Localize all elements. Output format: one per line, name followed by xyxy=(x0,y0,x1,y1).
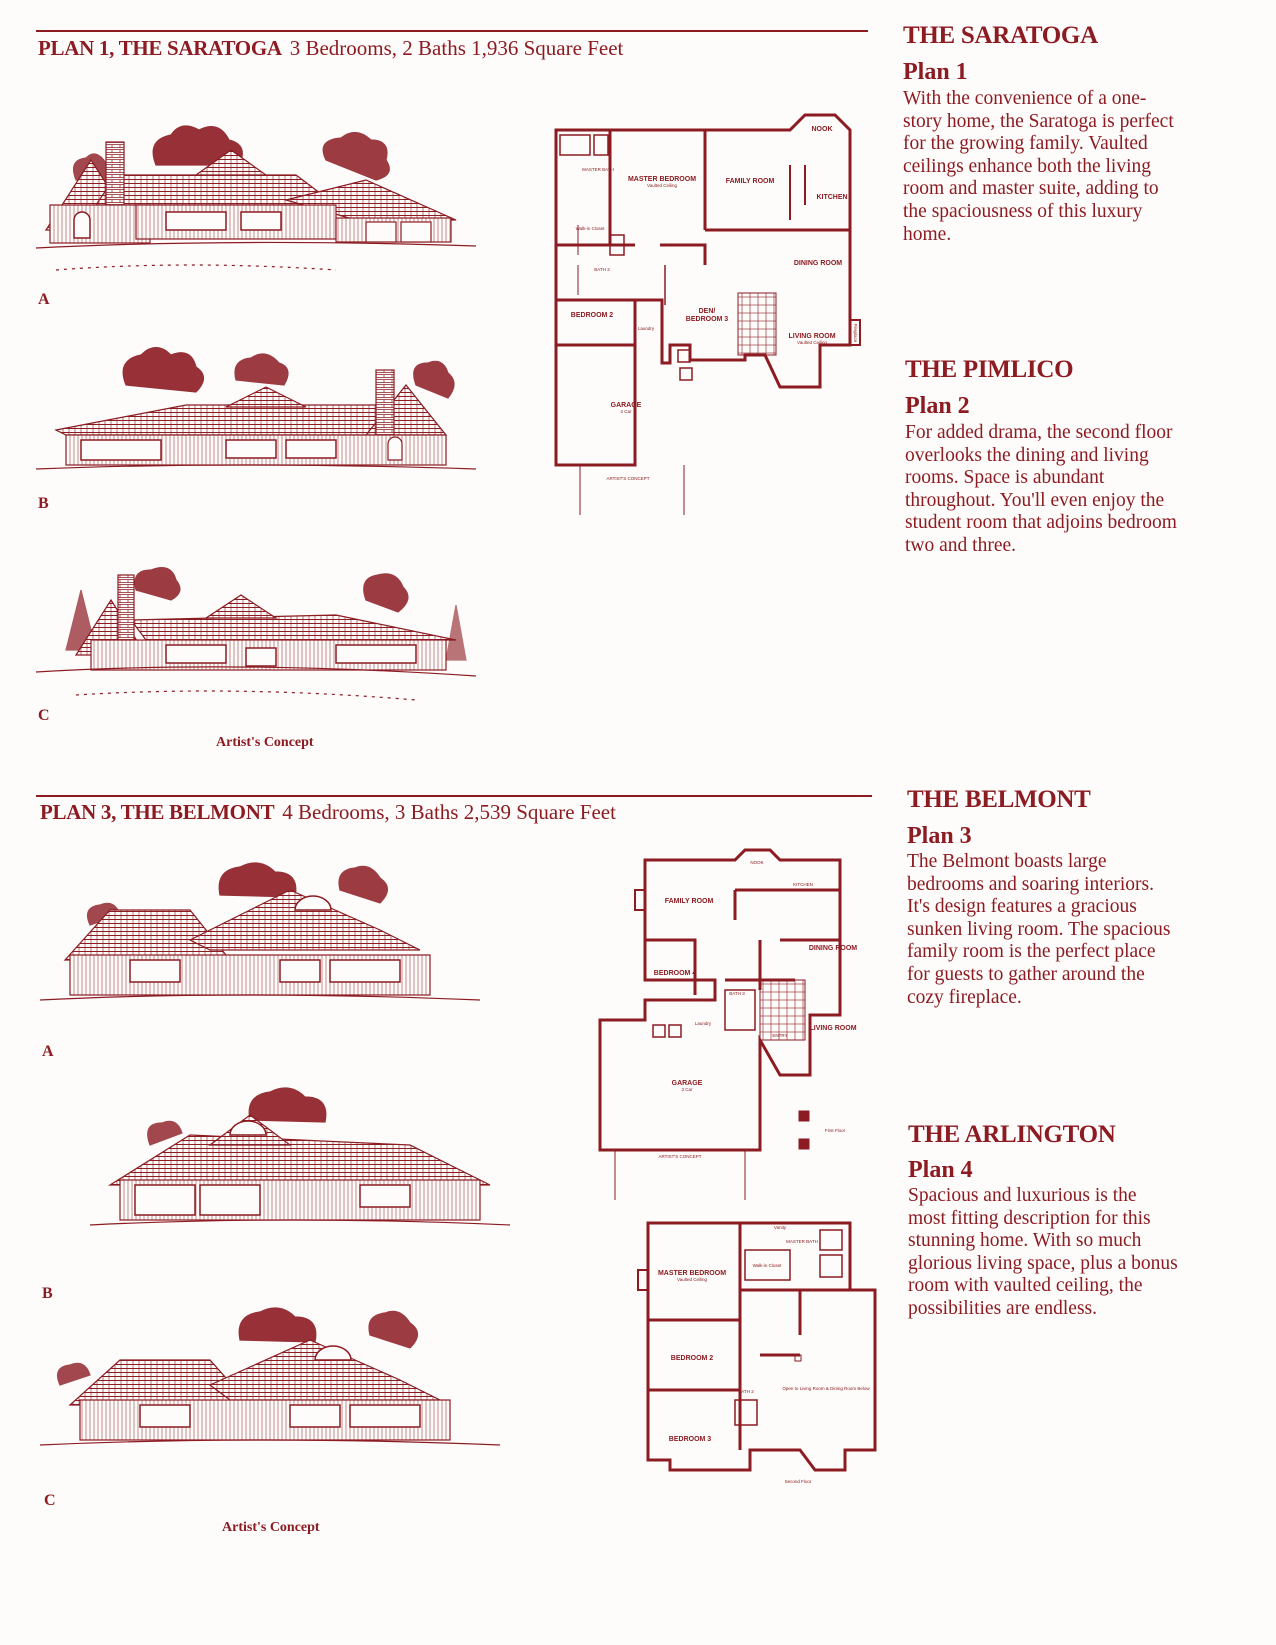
fp4-vanity: Vanity xyxy=(773,1225,787,1230)
saratoga-elevation-b xyxy=(36,345,476,485)
fp3-first-floor: First Floor xyxy=(824,1128,846,1133)
fp4-master-bedroom: MASTER BEDROOM xyxy=(657,1270,727,1277)
elevation-label-a: A xyxy=(38,291,50,308)
belmont-elevation-c xyxy=(40,1305,500,1465)
fp1-master-bedroom: MASTER BEDROOM xyxy=(627,176,697,183)
fp1-den-2: BEDROOM 3 xyxy=(685,316,729,323)
artists-concept-caption-1: Artist's Concept xyxy=(216,735,314,750)
fp4-bath2: BATH 2 xyxy=(738,1389,754,1394)
pimlico-description: For added drama, the second floor overlooks the dining and living rooms. Space is abundant throughout. You'll even enjoy the student room that adjoins bedroom two and three. xyxy=(905,422,1177,556)
fp1-garage: GARAGE xyxy=(610,402,642,409)
plan3-header xyxy=(40,800,616,825)
fp4-master-bedroom-sub: Vaulted Ceiling xyxy=(677,1277,707,1282)
fp3-bedroom4: BEDROOM 4 xyxy=(653,970,697,977)
fp1-nook: NOOK xyxy=(811,126,833,133)
fp1-living-room-sub: Vaulted Ceiling xyxy=(797,340,827,345)
fp4-master-bath: MASTER BATH xyxy=(786,1239,818,1244)
fp1-dining-room: DINING ROOM xyxy=(793,260,843,267)
fp4-bedroom2: BEDROOM 2 xyxy=(670,1355,714,1362)
plan3-header-specs: 4 Bedrooms, 3 Baths 2,539 Square Feet xyxy=(282,800,616,824)
fp3-nook: NOOK xyxy=(750,860,764,865)
belmont-title: THE BELMONT xyxy=(907,786,1091,813)
fp4-walk-in-closet: Walk-in Closet xyxy=(752,1263,782,1268)
fp1-bedroom2: BEDROOM 2 xyxy=(570,312,614,319)
fp4-bedroom3: BEDROOM 3 xyxy=(668,1436,712,1443)
fp3-dining-room: DINING ROOM xyxy=(808,945,858,952)
arlington-plan: Plan 4 xyxy=(908,1157,973,1183)
plan1-header-specs: 3 Bedrooms, 2 Baths 1,936 Square Feet xyxy=(289,36,624,60)
plan1-header-title: PLAN 1, THE SARATOGA xyxy=(38,36,282,60)
fp4-open: Open to Living Room & Dining Room Below xyxy=(782,1386,870,1391)
fp3-garage-sub: 3 Car xyxy=(681,1087,693,1092)
fp3-living-room: LIVING ROOM xyxy=(809,1025,857,1032)
fp1-master-bedroom-sub: Vaulted Ceiling xyxy=(647,183,677,188)
fp3-family-room: FAMILY ROOM xyxy=(664,898,714,905)
saratoga-description: With the convenience of a one-story home, the Saratoga is perfect for the growing family. Vaulted ceilings enhance both the living room and master suite, adding to the spaciousness of this luxury home. xyxy=(903,88,1174,245)
fp1-living-room: LIVING ROOM xyxy=(788,333,836,340)
elevation-label-b: B xyxy=(38,495,49,512)
pimlico-plan: Plan 2 xyxy=(905,393,970,419)
arlington-description: Spacious and luxurious is the most fitting description for this stunning home. With so much glorious living space, plus a bonus room with vaulted ceiling, the possibilities are endless. xyxy=(908,1185,1178,1319)
belmont-second-floor-plan xyxy=(630,1215,885,1490)
fp3-entry: ENTRY xyxy=(772,1033,788,1038)
fp3-kitchen: KITCHEN xyxy=(793,882,813,887)
belmont-first-floor-plan xyxy=(595,840,885,1205)
fp3-artists-concept: ARTIST'S CONCEPT xyxy=(658,1154,702,1159)
arlington-title: THE ARLINGTON xyxy=(908,1121,1116,1148)
elevation-label-b-2: B xyxy=(42,1285,53,1302)
fp4-second-floor: Second Floor xyxy=(784,1479,812,1484)
fp3-bath3: BATH 3 xyxy=(729,991,745,996)
belmont-elevation-b xyxy=(90,1085,510,1235)
plan1-header xyxy=(38,36,623,61)
pimlico-title: THE PIMLICO xyxy=(905,356,1074,383)
fp1-artists-concept: ARTIST'S CONCEPT xyxy=(606,476,650,481)
belmont-elevation-a xyxy=(40,860,480,1010)
saratoga-floor-plan xyxy=(550,105,880,520)
fp3-laundry: Laundry xyxy=(694,1021,712,1026)
artists-concept-caption-2: Artist's Concept xyxy=(222,1520,320,1535)
saratoga-title: THE SARATOGA xyxy=(903,22,1098,49)
fp1-walk-in-closet: Walk-in Closet xyxy=(575,226,605,231)
fp1-master-bath: MASTER BATH xyxy=(582,167,614,172)
elevation-label-c: C xyxy=(38,707,50,724)
fp1-fireplace: Fireplace xyxy=(853,323,858,343)
saratoga-elevation-c xyxy=(36,560,476,710)
fp1-kitchen: KITCHEN xyxy=(816,194,848,201)
belmont-description: The Belmont boasts large bedrooms and soaring interiors. It's design features a gracious sunken living room. The spacious family room is the perfect place for guests to gather around the cozy fireplace. xyxy=(907,851,1171,1008)
saratoga-plan: Plan 1 xyxy=(903,59,968,85)
fp1-garage-sub: 2 Car xyxy=(620,409,632,414)
fp1-bath2: BATH 2 xyxy=(594,267,610,272)
saratoga-elevation-a xyxy=(36,120,476,280)
fp1-laundry: Laundry xyxy=(637,326,655,331)
elevation-label-c-2: C xyxy=(44,1492,56,1509)
fp1-family-room: FAMILY ROOM xyxy=(725,178,775,185)
belmont-plan: Plan 3 xyxy=(907,823,972,849)
fp1-den: DEN/ xyxy=(698,308,716,315)
elevation-label-a-2: A xyxy=(42,1043,54,1060)
fp3-garage: GARAGE xyxy=(671,1080,703,1087)
plan3-header-title: PLAN 3, THE BELMONT xyxy=(40,800,275,824)
